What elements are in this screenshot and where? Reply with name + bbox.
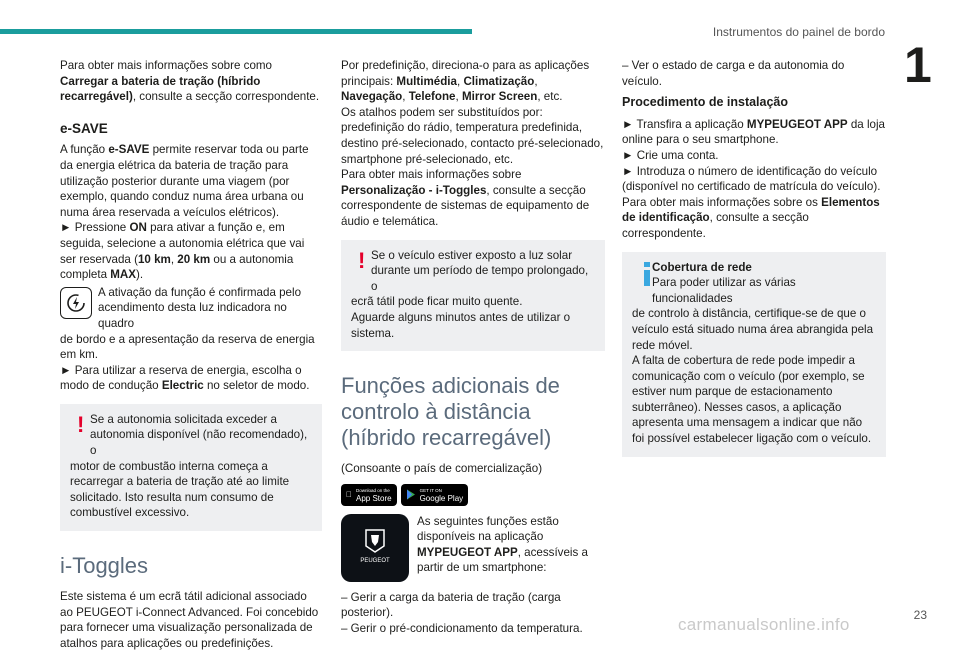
app-functions-intro: As seguintes funções estão disponíveis na aplicação MYPEUGEOT APP, acessíveis a partir de um smartphone:: [417, 514, 588, 575]
indicator-light-note: A ativação da função é confirmada pelo acendimento desta luz indicadora no quadro: [60, 285, 322, 332]
heading-remote-functions: Funções adicionais de controlo à distância (híbrido recarregável): [341, 373, 560, 451]
warning-box-sunlight: ! Se o veículo estiver exposto a luz solar durante um período de tempo prolongado, o ecrã tátil pode ficar muito quente. Aguarde alguns minutos antes de utilizar o sistema.: [341, 240, 605, 352]
warning-box-autonomy: ! Se a autonomia solicitada exceder a autonomia disponível (não recomendado), o motor de combustão interna começa a recarregar a bateria de tração até ao limite solicitado. Isto resulta num consumo de combustível excessivo.: [60, 404, 322, 531]
warning-exclamation-icon: !: [77, 411, 85, 437]
intro-paragraph: Para obter mais informações sobre como Carregar a bateria de tração (híbrido recarregável), consulte a secção correspondente.: [60, 59, 320, 104]
country-note: (Consoante o país de comercialização): [341, 462, 543, 476]
apple-icon: [346, 491, 352, 499]
chapter-number: 1: [904, 37, 932, 93]
peugeot-lion-icon: [360, 526, 390, 554]
app-description: [341, 514, 605, 582]
store-badges: [341, 484, 605, 506]
watermark: carmanualsonline.info: [678, 615, 850, 634]
list-item: – Gerir a carga da bateria de tração (carga posterior).: [341, 590, 561, 620]
heading-itoggles: i-Toggles: [60, 553, 149, 579]
list-item: – Gerir o pré-condicionamento da temperatura.: [341, 621, 583, 635]
header-accent-bar: [0, 29, 472, 34]
itoggles-default-apps: Por predefinição, direciona-o para as aplicações principais: Multimédia, Climatização, Navegação, Telefone, Mirror Screen, etc.: [341, 59, 590, 104]
google-play-icon: [406, 489, 416, 500]
page-number: 23: [913, 608, 927, 622]
step-use-reserve: ► Para utilizar a reserva de energia, escolha o modo de condução Electric no seletor de modo.: [60, 363, 310, 393]
heading-installation: Procedimento de instalação: [622, 95, 789, 110]
column-3: [622, 58, 886, 465]
info-box-network: Cobertura de rede Para poder utilizar as várias funcionalidades de controlo à distância, certifique-se de que o veículo está situado numa área abrangida pela rede móvel. A falta de cobertura de rede pode impedir a comunicação com o veículo (por exemplo, se estiver num parque de estacionamento subterrâneo). Nesses casos, a aplicação apresenta uma mensagem a indicar que não foi possível estabelecer ligação com o veículo.: [622, 252, 886, 457]
google-play-badge[interactable]: GET IT ON Google Play: [401, 484, 469, 506]
running-header: Instrumentos do painel de bordo: [712, 25, 885, 39]
shortcuts-paragraph: Os atalhos podem ser substituídos por: predefinição do rádio, temperatura predefinida, destino pré-selecionado, contacto pré-selecionado, smartphone pré-selecionado, etc.: [341, 105, 604, 166]
indicator-light-note-cont: de bordo e a apresentação da reserva de energia em km.: [60, 332, 315, 362]
install-step-account: ► Crie uma conta.: [622, 148, 719, 162]
list-item: – Ver o estado de carga e da autonomia do veículo.: [622, 59, 845, 88]
esave-paragraph: A função e-SAVE permite reservar toda ou parte da energia elétrica da bateria de tração para utilização posterior durante uma viagem (por exemplo, quando conduz numa área urbana ou numa área reservada a veículos elétricos).: [60, 143, 309, 219]
identification-paragraph: Para obter mais informações sobre os Elementos de identificação, consulte a secção correspondente.: [622, 195, 880, 240]
install-step-download: ► Transfira a aplicação MYPEUGEOT APP da loja online para o seu smartphone.: [622, 117, 886, 147]
personalization-paragraph: Para obter mais informações sobre Personalização - i-Toggles, consulte a secção correspondente de sistemas de equipamento de áudio e telemática.: [341, 168, 590, 228]
warning-exclamation-icon: !: [358, 247, 366, 273]
app-store-badge[interactable]: Download on the App Store: [341, 484, 397, 506]
itoggles-paragraph: Este sistema é um ecrã tátil adicional associado ao PEUGEOT i-Connect Advanced. Foi concebido para fornecer uma visualização personalizada de atalhos para aplicações ou predefinições.: [60, 590, 319, 650]
column-1: [60, 58, 322, 651]
esave-indicator-icon: [60, 287, 92, 319]
column-2: [341, 58, 605, 636]
peugeot-app-logo: PEUGEOT: [341, 514, 409, 582]
heading-esave: e-SAVE: [60, 120, 108, 136]
step-activate: ► Pressione ON para ativar a função e, em seguida, selecione a autonomia elétrica que vai ser reservada (10 km, 20 km ou a autonomia completa MAX).: [60, 221, 305, 282]
info-icon: [636, 262, 658, 286]
install-step-vin: ► Introduza o número de identificação do veículo (disponível no certificado de matrícula do veículo).: [622, 164, 881, 194]
